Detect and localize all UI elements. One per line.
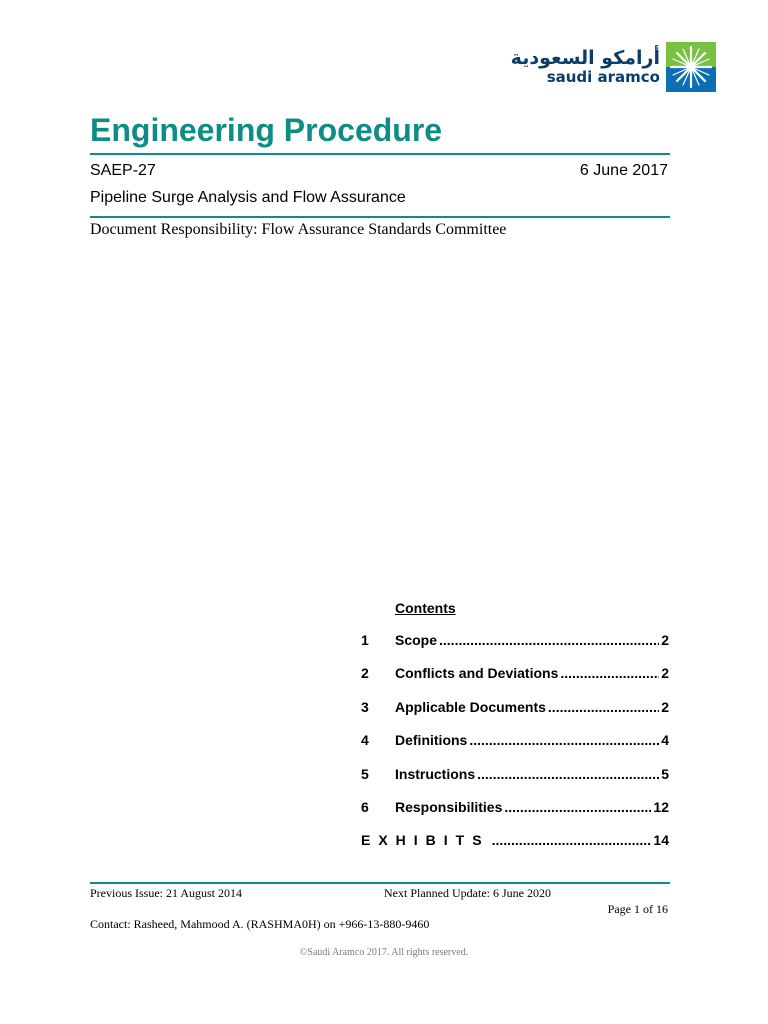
toc-title: Applicable Documents xyxy=(395,698,546,715)
toc-number: 1 xyxy=(361,632,369,648)
aramco-star-icon xyxy=(666,42,716,92)
toc-page-number: 2 xyxy=(661,698,669,715)
toc-entry-scope[interactable] xyxy=(361,632,669,665)
toc-title: Instructions xyxy=(395,765,476,782)
toc-page-number: 5 xyxy=(661,765,669,782)
previous-issue: Previous Issue: 21 August 2014 xyxy=(90,886,243,900)
toc-title: Responsibilities xyxy=(395,798,503,815)
toc-page-number: 4 xyxy=(661,732,669,749)
toc-page-number: 12 xyxy=(653,798,669,815)
toc-entry-instructions[interactable] xyxy=(361,766,669,799)
logo-arabic-text: أرامكو السعودية xyxy=(510,47,660,69)
toc-leader-dots xyxy=(504,799,651,815)
toc-leader-dots xyxy=(560,665,659,681)
toc-entry-responsibilities[interactable] xyxy=(361,799,669,832)
toc-leader-dots xyxy=(439,632,659,648)
toc-title: Conflicts and Deviations xyxy=(395,665,559,682)
toc-entry-definitions[interactable] xyxy=(361,732,669,765)
toc-page-number: 14 xyxy=(653,832,669,849)
next-planned-update: Next Planned Update: 6 June 2020 xyxy=(384,886,551,900)
toc-leader-dots xyxy=(548,699,659,715)
toc-entry-conflicts[interactable] xyxy=(361,665,669,698)
toc-leader-dots xyxy=(492,832,652,848)
document-type-title: Engineering Procedure xyxy=(90,112,443,148)
toc-entry-exhibits[interactable] xyxy=(361,832,669,865)
toc-number: 5 xyxy=(361,765,369,782)
page-number: Page 1 of 16 xyxy=(607,902,668,916)
document-number: SAEP-27 xyxy=(90,162,156,179)
copyright-notice: ©Saudi Aramco 2017. All rights reserved. xyxy=(299,947,469,958)
title-divider xyxy=(90,153,670,155)
contact-info: Contact: Rasheed, Mahmood A. (RASHMA0H) on +966-13-880-9460 xyxy=(90,917,430,931)
logo-english-text: saudi aramco xyxy=(546,68,660,86)
toc-leader-dots xyxy=(469,732,659,748)
subtitle-divider xyxy=(90,216,670,218)
toc-number: 6 xyxy=(361,798,369,815)
toc-page-number: 2 xyxy=(661,632,669,648)
toc-title: Scope xyxy=(395,632,438,648)
company-logo xyxy=(511,42,716,92)
document-responsibility: Document Responsibility: Flow Assurance Standards Committee xyxy=(90,221,507,238)
toc-exhibits-label: EXHIBITS xyxy=(361,832,490,849)
issue-date: 6 June 2017 xyxy=(579,162,668,179)
footer-divider xyxy=(90,882,670,884)
toc-number: 3 xyxy=(361,698,369,715)
toc-number: 4 xyxy=(361,732,369,749)
document-subtitle: Pipeline Surge Analysis and Flow Assurance xyxy=(90,189,406,206)
logo-wordmark xyxy=(511,49,660,85)
toc-page-number: 2 xyxy=(661,665,669,682)
toc-title: Definitions xyxy=(395,732,468,749)
toc-entry-applicable-documents[interactable] xyxy=(361,699,669,732)
toc-leader-dots xyxy=(477,766,659,782)
table-of-contents xyxy=(361,632,669,866)
toc-number: 2 xyxy=(361,665,369,682)
contents-heading: Contents xyxy=(395,600,456,616)
